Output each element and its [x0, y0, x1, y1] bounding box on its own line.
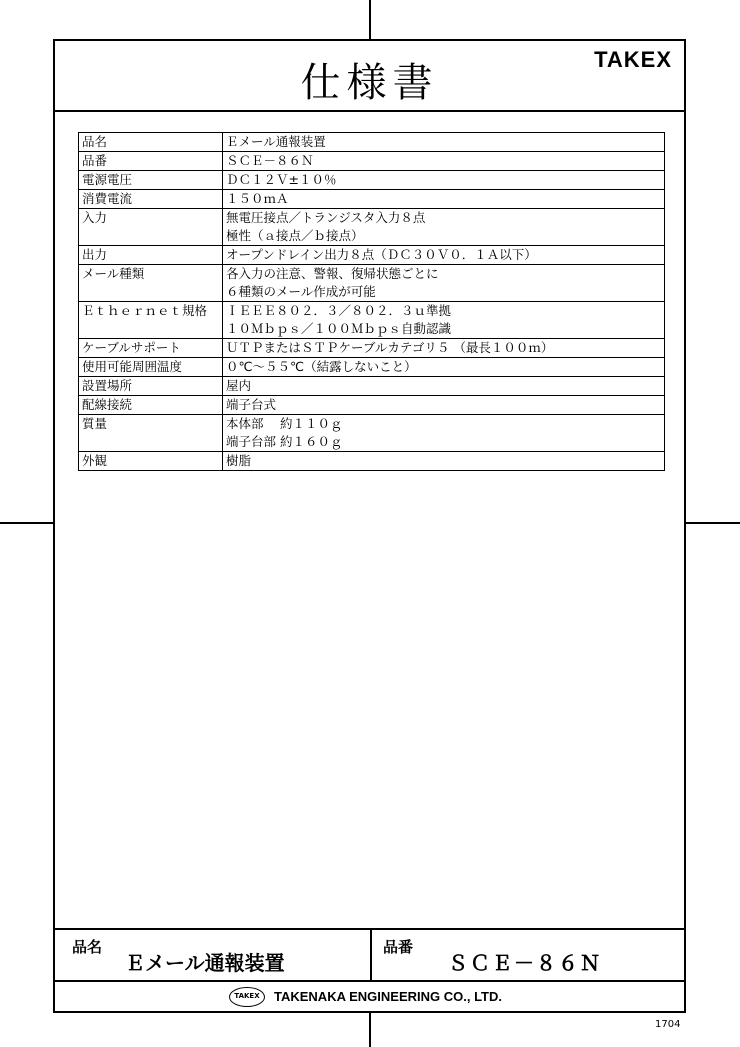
- spec-row: [79, 339, 665, 358]
- spec-label: 出力: [79, 246, 223, 265]
- spec-value: [223, 265, 665, 302]
- spec-label: 消費電流: [79, 190, 223, 209]
- spec-value: [223, 246, 665, 265]
- spec-value: [223, 302, 665, 339]
- company-logo: TAKEX: [229, 987, 265, 1007]
- document-code: 1704: [655, 1019, 681, 1030]
- crop-mark-left: [0, 522, 53, 524]
- spec-value: [223, 396, 665, 415]
- spec-value-line: 本体部 約１１０ｇ: [226, 416, 343, 431]
- spec-row: [79, 358, 665, 377]
- spec-row: [79, 246, 665, 265]
- spec-value: [223, 152, 665, 171]
- spec-row: [79, 133, 665, 152]
- spec-label: 入力: [79, 209, 223, 246]
- footer-product-info: [55, 928, 684, 982]
- document-frame: [53, 39, 686, 1013]
- spec-row: [79, 171, 665, 190]
- spec-label: 設置場所: [79, 377, 223, 396]
- spec-value: [223, 171, 665, 190]
- spec-value-line: 端子台式: [226, 397, 277, 412]
- spec-label: Ｅｔｈｅｒｎｅｔ規格: [79, 302, 223, 339]
- crop-mark-bottom: [369, 1013, 371, 1047]
- spec-value-line: 各入力の注意、警報、復帰状態ごとに: [226, 266, 439, 281]
- spec-label: メール種類: [79, 265, 223, 302]
- spec-row: [79, 415, 665, 452]
- document-header: [55, 41, 684, 112]
- spec-value: [223, 133, 665, 152]
- spec-row: [79, 452, 665, 471]
- spec-value: [223, 377, 665, 396]
- footer-name-label: 品名: [72, 938, 103, 956]
- crop-mark-top: [369, 0, 371, 39]
- spec-row: [79, 152, 665, 171]
- spec-label: 品名: [79, 133, 223, 152]
- spec-value-line: 樹脂: [226, 453, 252, 468]
- spec-value: [223, 339, 665, 358]
- brand-logo: TAKEX: [594, 47, 672, 72]
- footer-number-label: 品番: [383, 938, 414, 956]
- spec-label: 質量: [79, 415, 223, 452]
- spec-label: 配線接続: [79, 396, 223, 415]
- spec-value: [223, 415, 665, 452]
- spec-label: 外観: [79, 452, 223, 471]
- spec-value-line: １０Ｍｂｐｓ／１００Ｍｂｐｓ自動認識: [226, 321, 452, 336]
- footer-divider: [370, 930, 372, 980]
- spec-value-line: 極性（ａ接点／ｂ接点）: [226, 228, 364, 243]
- spec-label: ケーブルサポート: [79, 339, 223, 358]
- spec-value-line: ＤＣ１２Ｖ±１０％: [226, 172, 337, 187]
- footer-number-value: ＳＣＥ－８６Ｎ: [448, 951, 602, 975]
- spec-value: [223, 190, 665, 209]
- spec-value-line: 端子台部 約１６０ｇ: [226, 434, 343, 449]
- spec-value-line: 無電圧接点／トランジスタ入力８点: [226, 210, 426, 225]
- spec-label: 使用可能周囲温度: [79, 358, 223, 377]
- spec-value-line: Ｅメール通報装置: [226, 134, 326, 149]
- crop-mark-right: [686, 522, 740, 524]
- footer-name-value: Ｅメール通報装置: [125, 951, 285, 975]
- spec-row: [79, 377, 665, 396]
- spec-value-line: ＵＴＰまたはＳＴＰケーブルカテゴリ５ （最長１００ｍ）: [226, 340, 554, 355]
- spec-value: [223, 452, 665, 471]
- spec-value-line: １５０ｍＡ: [226, 191, 289, 206]
- spec-label: 品番: [79, 152, 223, 171]
- spec-row: [79, 265, 665, 302]
- spec-row: [79, 209, 665, 246]
- spec-value-line: ０℃～５５℃（結露しないこと）: [226, 359, 417, 374]
- spec-value-line: ６種類のメール作成が可能: [226, 284, 376, 299]
- company-name: TAKENAKA ENGINEERING CO., LTD.: [274, 989, 502, 1004]
- spec-value: [223, 209, 665, 246]
- spec-table: [78, 132, 665, 471]
- spec-value-line: ＳＣＥ－８６Ｎ: [226, 153, 314, 168]
- spec-value-line: オープンドレイン出力８点（ＤＣ３０Ｖ０．１Ａ以下）: [226, 247, 537, 262]
- spec-row: [79, 396, 665, 415]
- footer-company: [55, 982, 684, 1013]
- spec-row: [79, 190, 665, 209]
- spec-value: [223, 358, 665, 377]
- spec-value-line: 屋内: [226, 378, 252, 393]
- spec-label: 電源電圧: [79, 171, 223, 190]
- document-title: 仕様書: [300, 60, 439, 106]
- spec-row: [79, 302, 665, 339]
- spec-value-line: ＩＥＥＥ８０２．３／８０２．３ｕ準拠: [226, 303, 452, 318]
